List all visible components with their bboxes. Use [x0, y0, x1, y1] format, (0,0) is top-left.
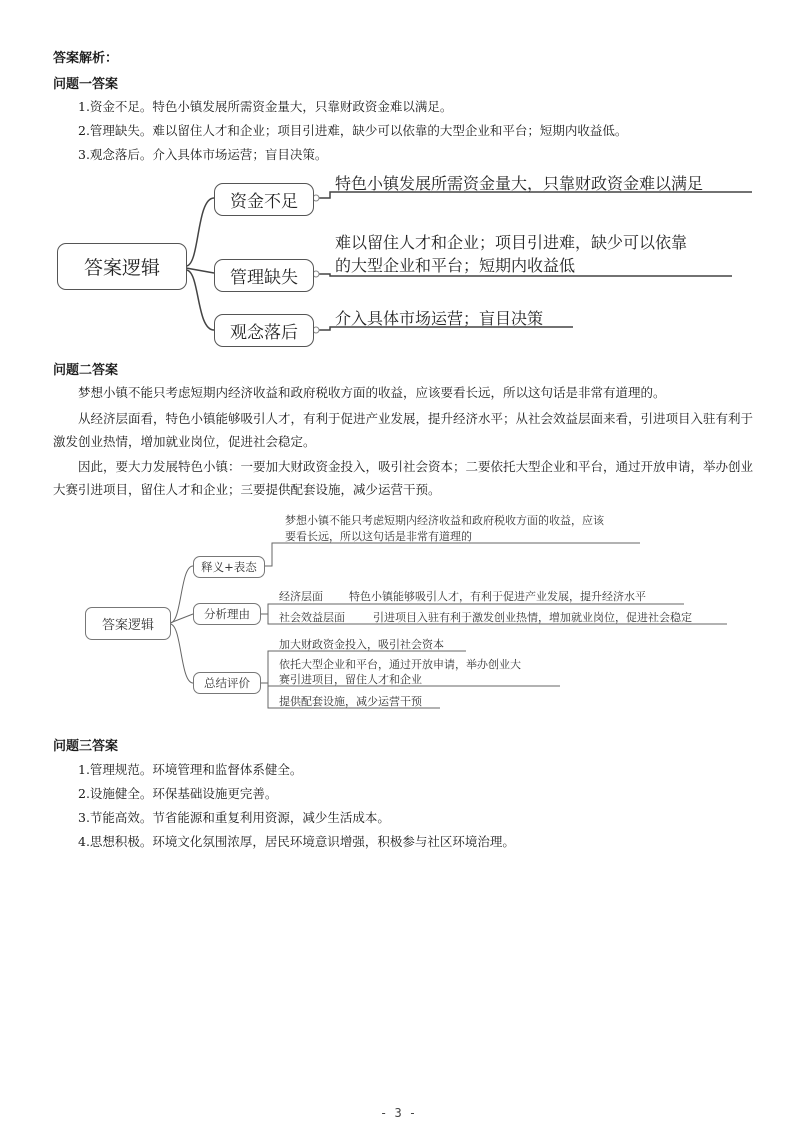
- q2-map-leaf: 梦想小镇不能只考虑短期内经济收益和政府税收方面的收益，应该: [285, 514, 604, 527]
- q2-map-leaf: 特色小镇能够吸引人才，有利于促进产业发展，提升经济水平: [349, 590, 646, 603]
- q2-map-root: 答案逻辑: [85, 607, 171, 640]
- q1-map-branch: 资金不足: [214, 183, 314, 216]
- q3-item: 1.管理规范。环境管理和监督体系健全。: [78, 762, 303, 777]
- q2-map-sub-label: 经济层面: [279, 590, 323, 603]
- q2-paragraph: 梦想小镇不能只考虑短期内经济收益和政府税收方面的收益，应该要看长远，所以这句话是非常有道理的。: [78, 385, 666, 400]
- q2-paragraph: 从经济层面看，特色小镇能够吸引人才，有利于促进产业发展，提升经济水平；从社会效益层面来看，引进项目入驻有利于激发创业热情，增加就业岗位，促进社会稳定。: [53, 411, 754, 449]
- answer-heading: 答案解析：: [53, 51, 119, 66]
- q1-item: 2.管理缺失。难以留住人才和企业；项目引进难，缺少可以依靠的大型企业和平台；短期内收益低。: [78, 123, 628, 138]
- q2-paragraph: 因此，要大力发展特色小镇：一要加大财政资金投入，吸引社会资本；二要依托大型企业和平台，通过开放申请，举办创业大赛引进项目，留住人才和企业；三要提供配套设施，减少运营干预。: [53, 459, 754, 497]
- q1-item: 1.资金不足。特色小镇发展所需资金量大，只靠财政资金难以满足。: [78, 99, 453, 114]
- q2-map-branch: 分析理由: [193, 603, 261, 625]
- q1-map-leaf: 难以留住人才和企业；项目引进难，缺少可以依靠: [335, 233, 688, 252]
- q1-map-leaf: 特色小镇发展所需资金量大，只靠财政资金难以满足: [335, 174, 704, 193]
- q2-map-leaf: 依托大型企业和平台，通过开放申请，举办创业大: [279, 658, 521, 671]
- q1-map-branch: 管理缺失: [214, 259, 314, 292]
- q1-map-root: 答案逻辑: [57, 243, 187, 290]
- q3-item: 3.节能高效。节省能源和重复利用资源，减少生活成本。: [78, 810, 390, 825]
- q2-title: 问题二答案: [53, 363, 119, 378]
- q2-map-leaf: 加大财政资金投入，吸引社会资本: [279, 638, 444, 651]
- q2-map-leaf: 提供配套设施，减少运营干预: [279, 695, 422, 708]
- q2-map-leaf: 要看长远，所以这句话是非常有道理的: [285, 530, 472, 543]
- q1-item: 3.观念落后。介入具体市场运营；盲目决策。: [78, 147, 328, 162]
- q1-title: 问题一答案: [53, 77, 119, 92]
- q1-map-leaf: 的大型企业和平台；短期内收益低: [335, 256, 576, 275]
- q2-map-branch: 释义+表态: [193, 556, 265, 578]
- q1-map-branch: 观念落后: [214, 314, 314, 347]
- q3-item: 2.设施健全。环保基础设施更完善。: [78, 786, 278, 801]
- q2-map-leaf: 引进项目入驻有利于激发创业热情，增加就业岗位，促进社会稳定: [373, 611, 692, 624]
- q3-item: 4.思想积极。环境文化氛围浓厚，居民环境意识增强，积极参与社区环境治理。: [78, 834, 515, 849]
- q2-map-branch: 总结评价: [193, 672, 261, 694]
- q1-map-leaf: 介入具体市场运营；盲目决策: [335, 309, 544, 328]
- q3-title: 问题三答案: [53, 739, 119, 754]
- page-number: - 3 -: [380, 1106, 417, 1120]
- q2-map-sub-label: 社会效益层面: [279, 611, 345, 624]
- q2-map-leaf: 赛引进项目，留住人才和企业: [279, 673, 422, 686]
